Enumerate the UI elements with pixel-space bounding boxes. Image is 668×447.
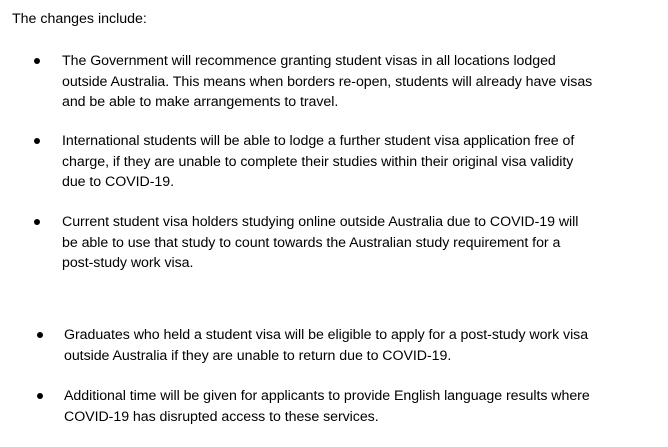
list-item xyxy=(62,131,574,193)
bullet-icon xyxy=(34,219,40,225)
list-item-line: COVID-19 has disrupted access to these services. xyxy=(64,408,379,425)
list-item-line: Additional time will be given for applicants to provide English language results where xyxy=(64,388,590,404)
list-item-line: outside Australia if they are unable to return due to COVID-19. xyxy=(64,347,452,364)
list-item-line: charge, if they are unable to complete their studies within their original visa validity xyxy=(62,153,574,170)
bullet-icon xyxy=(34,138,40,144)
list-item-line: Current student visa holders studying online outside Australia due to COVID-19 will xyxy=(62,214,579,230)
list-item-line: International students will be able to lodge a further student visa application free of xyxy=(62,133,575,149)
bullet-icon xyxy=(37,332,43,338)
list-item-line: and be able to make arrangements to travel. xyxy=(62,94,339,110)
list-item-line: The Government will recommence granting student visas in all locations lodged xyxy=(62,53,556,69)
list-item-line: post-study work visa. xyxy=(62,255,194,271)
list-item-line: Graduates who held a student visa will be eligible to apply for a post-study work visa xyxy=(64,327,589,343)
bullet-icon xyxy=(34,58,40,64)
list-item xyxy=(64,386,590,427)
list-item xyxy=(62,51,592,113)
list-item-line: outside Australia. This means when borders re-open, students will already have visas xyxy=(62,73,593,90)
intro-text: The changes include: xyxy=(12,11,147,27)
list-item xyxy=(62,212,578,274)
list-item-line: due to COVID-19. xyxy=(62,174,174,190)
list-item-line: be able to use that study to count towards the Australian study requirement for a xyxy=(62,234,561,251)
list-item xyxy=(64,325,588,366)
bullet-icon xyxy=(37,393,43,399)
